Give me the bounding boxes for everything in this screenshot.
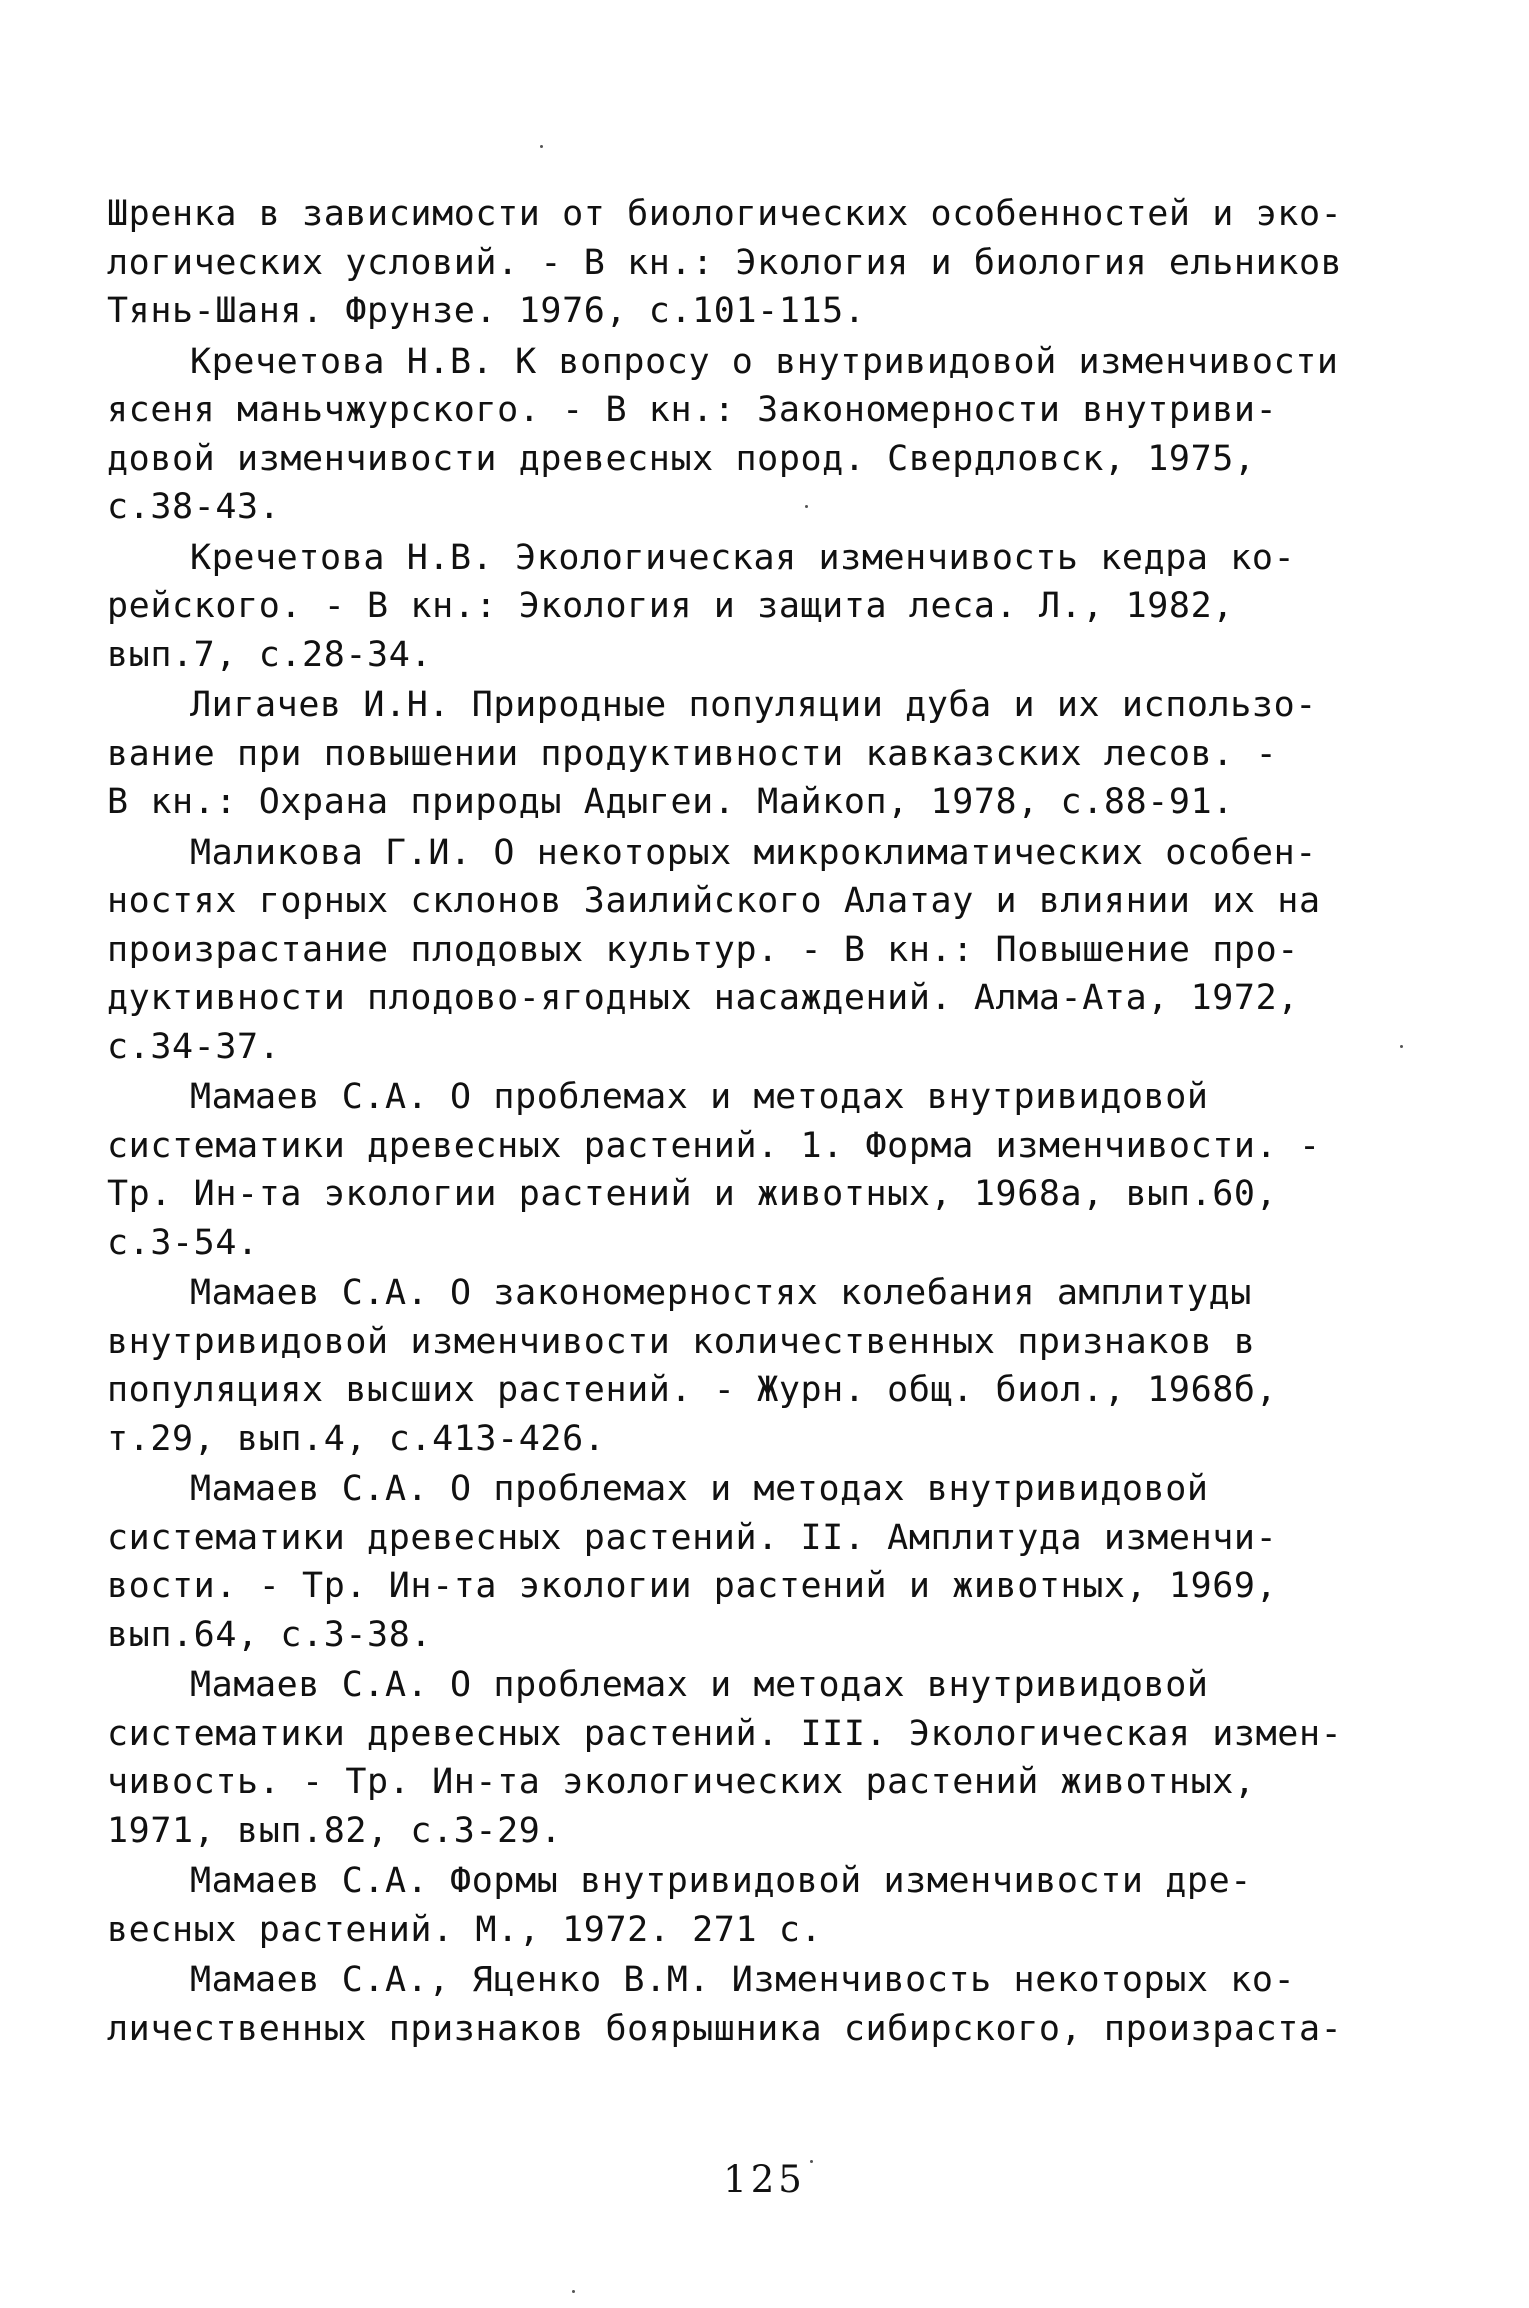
entry-line: личественных признаков боярышника сибирского, произраста- [107, 2008, 1343, 2049]
entry-line: 1971, вып.82, с.3-29. [107, 1810, 563, 1851]
entry-first-line: Шренка в зависимости от биологических особенностей и эко- [107, 194, 1343, 234]
entry-line: с.3-54. [107, 1222, 259, 1263]
bibliography-entry [107, 338, 1429, 532]
entry-line: логических условий. - В кн.: Экология и биология ельников [107, 242, 1343, 283]
bibliography-entry [107, 190, 1429, 336]
bibliography-entry [107, 681, 1429, 827]
entry-first-line: Мамаев С.А. О проблемах и методах внутривидовой [190, 1077, 1209, 1117]
bibliography-entry [107, 1956, 1429, 2053]
entry-line: В кн.: Охрана природы Адыгеи. Майкоп, 1978, с.88-91. [107, 782, 1234, 822]
entry-line: Тр. Ин-та экологии растений и животных, 1968а, вып.60, [107, 1174, 1278, 1214]
page-number: 125 [723, 2158, 806, 2201]
entry-line: рейского. - В кн.: Экология и защита леса. Л., 1982, [107, 586, 1234, 626]
entry-line: вание при повышении продуктивности кавказских лесов. - [107, 733, 1278, 774]
entry-line: дуктивности плодово-ягодных насаждений. Алма-Ата, 1972, [107, 978, 1299, 1018]
entry-line: с.34-37. [107, 1026, 281, 1067]
entry-line: внутривидовой изменчивости количественных признаков в [107, 1321, 1256, 1362]
entry-line: вып.64, с.3-38. [107, 1614, 433, 1655]
entry-line: чивость. - Тр. Ин-та экологических растений животных, [107, 1762, 1256, 1802]
scan-speck [572, 2290, 575, 2293]
entry-line: с.38-43. [107, 487, 281, 527]
entry-line: вып.7, с.28-34. [107, 634, 433, 675]
entry-first-line: Мамаев С.А. О закономерностях колебания амплитуды [190, 1273, 1252, 1313]
bibliography-entry [107, 1073, 1429, 1267]
entry-first-line: Лигачев И.Н. Природные популяции дуба и их использо- [190, 685, 1317, 725]
bibliography-text [107, 190, 1429, 2055]
bibliography-entry [107, 1269, 1429, 1463]
entry-line: систематики древесных растений. III. Экологическая измен- [107, 1713, 1343, 1754]
entry-line: произрастание плодовых культур. - В кн.: Повышение про- [107, 929, 1299, 970]
entry-first-line: Мамаев С.А. О проблемах и методах внутривидовой [190, 1665, 1209, 1705]
bibliography-entry [107, 1661, 1429, 1855]
entry-first-line: Мамаев С.А. Формы внутривидовой изменчивости дре- [190, 1861, 1252, 1901]
entry-line: Тянь-Шаня. Фрунзе. 1976, с.101-115. [107, 291, 866, 331]
entry-first-line: Кречетова Н.В. Экологическая изменчивость кедра ко- [190, 537, 1296, 578]
entry-line: ностях горных склонов Заилийского Алатау и влиянии их на [107, 881, 1321, 921]
entry-line: т.29, вып.4, с.413-426. [107, 1418, 606, 1459]
scan-speck [805, 505, 808, 508]
bibliography-entry [107, 1857, 1429, 1954]
scan-speck [540, 145, 543, 148]
scan-speck [1400, 1045, 1403, 1048]
entry-line: весных растений. М., 1972. 271 с. [107, 1909, 823, 1950]
entry-first-line: Маликова Г.И. О некоторых микроклиматических особен- [190, 832, 1317, 873]
entry-line: довой изменчивости древесных пород. Свердловск, 1975, [107, 438, 1256, 479]
entry-line: вости. - Тр. Ин-та экологии растений и животных, 1969, [107, 1566, 1278, 1606]
bibliography-entry [107, 829, 1429, 1072]
scan-speck [810, 2160, 813, 2163]
entry-line: систематики древесных растений. II. Амплитуда изменчи- [107, 1517, 1278, 1558]
entry-first-line: Кречетова Н.В. К вопросу о внутривидовой изменчивости [190, 341, 1339, 382]
entry-first-line: Мамаев С.А. О проблемах и методах внутривидовой [190, 1469, 1209, 1509]
entry-line: систематики древесных растений. 1. Форма изменчивости. - [107, 1125, 1321, 1166]
bibliography-entry [107, 1465, 1429, 1659]
bibliography-entry [107, 534, 1429, 680]
entry-line: популяциях высших растений. - Журн. общ. биол., 1968б, [107, 1370, 1278, 1410]
entry-first-line: Мамаев С.А., Яценко В.М. Изменчивость некоторых ко- [190, 1960, 1296, 2000]
entry-line: ясеня маньчжурского. - В кн.: Закономерности внутриви- [107, 390, 1278, 430]
